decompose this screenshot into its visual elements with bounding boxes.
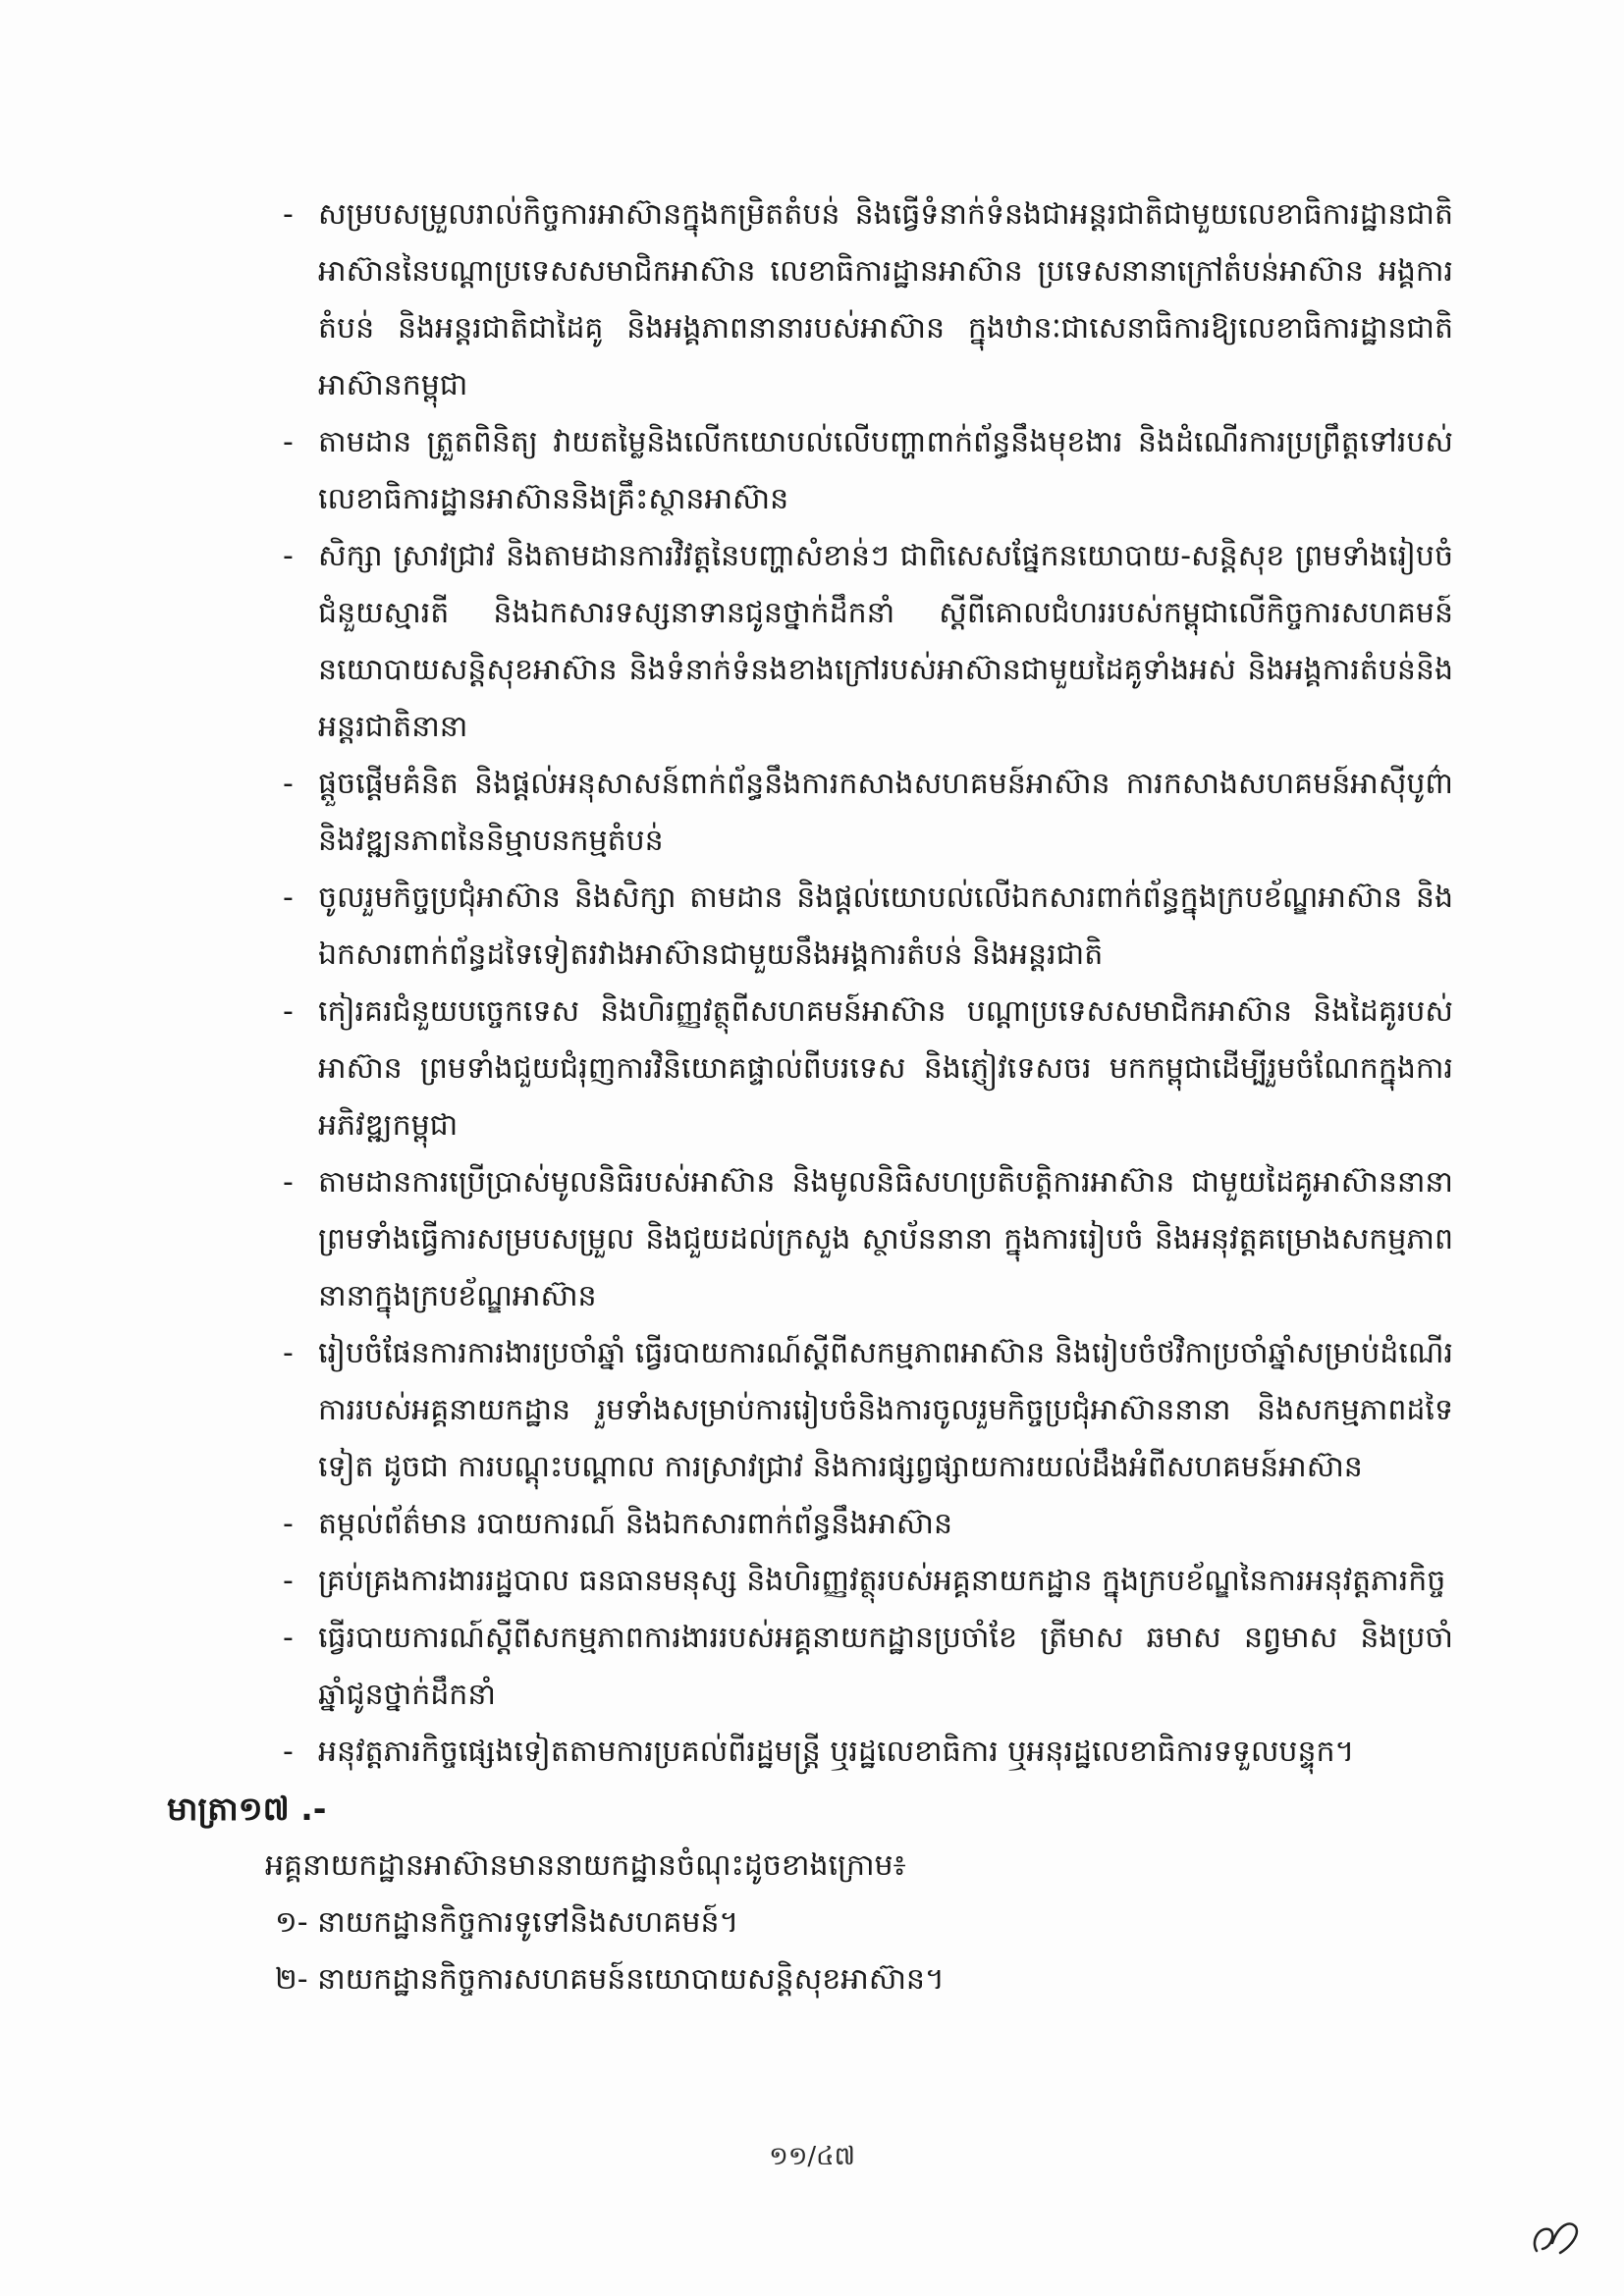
duty-item: - ចូលរួមកិច្ចប្រជុំអាស៊ាន និងសិក្សា តាមដាន និងផ្តល់យោបល់លើឯកសារពាក់ព័ន្ធក្នុងក្របខ័ណ្ឌអាស៊ាន និងឯកសារពាក់ព័ន្ធដទៃទៀតរវាងអាស៊ានជាមួយនឹងអង្គការតំបន់ និងអន្តរជាតិ — [275, 870, 1453, 984]
duty-list — [167, 187, 1453, 1781]
duty-item: - រៀបចំផែនការការងារប្រចាំឆ្នាំ ធ្វើរបាយការណ៍ស្តីពីសកម្មភាពអាស៊ាន និងរៀបចំថវិកាប្រចាំឆ្នាំសម្រាប់ដំណើរការរបស់អគ្គនាយកដ្ឋាន រួមទាំងសម្រាប់ការរៀបចំនិងការចូលរួមកិច្ចប្រជុំអាស៊ាននានា និងសកម្មភាពដទៃទៀត ដូចជា ការបណ្តុះបណ្តាល ការស្រាវជ្រាវ និងការផ្សព្វផ្សាយការយល់ដឹងអំពីសហគមន៍អាស៊ាន — [275, 1325, 1453, 1496]
department-item: ១- នាយកដ្ឋានកិច្ចការទូទៅនិងសហគមន៍។ — [275, 1905, 739, 1940]
duty-item: - គ្រប់គ្រងការងាររដ្ឋបាល ធនធានមនុស្ស និងហិរញ្ញវត្ថុរបស់អគ្គនាយកដ្ឋាន ក្នុងក្របខ័ណ្ឌនៃការអនុវត្តភារកិច្ច — [275, 1553, 1453, 1610]
article-heading: មាត្រា១៧ .- — [167, 1789, 327, 1828]
duty-item: - តាមដាន ត្រួតពិនិត្យ វាយតម្លៃនិងលើកយោបល់លើបញ្ហាពាក់ព័ន្ធនឹងមុខងារ និងដំណើរការប្រព្រឹត្តទៅរបស់លេខាធិការដ្ឋានអាស៊ាននិងគ្រឹះស្ថានអាស៊ាន — [275, 414, 1453, 528]
duty-item: - ផ្តួចផ្តើមគំនិត និងផ្តល់អនុសាសន៍ពាក់ព័ន្ធនឹងការកសាងសហគមន៍អាស៊ាន ការកសាងសហគមន៍អាស៊ីបូព៌ា និងវឌ្ឍនភាពនៃនិម្មាបនកម្មតំបន់ — [275, 756, 1453, 870]
department-item: ២- នាយកដ្ឋានកិច្ចការសហគមន៍នយោបាយសន្តិសុខអាស៊ាន។ — [275, 1962, 945, 1997]
duty-item: - តាមដានការប្រើប្រាស់មូលនិធិរបស់អាស៊ាន និងមូលនិធិសហប្រតិបត្តិការអាស៊ាន ជាមួយដៃគូអាស៊ាននានា ព្រមទាំងធ្វើការសម្របសម្រួល និងជួយដល់ក្រសួង ស្ថាប័ននានា ក្នុងការរៀបចំ និងអនុវត្តគម្រោងសកម្មភាពនានាក្នុងក្របខ័ណ្ឌអាស៊ាន — [275, 1154, 1453, 1325]
duty-item: - កៀរគរជំនួយបច្ចេកទេស និងហិរញ្ញវត្ថុពីសហគមន៍អាស៊ាន បណ្តាប្រទេសសមាជិកអាស៊ាន និងដៃគូរបស់អាស៊ាន ព្រមទាំងជួយជំរុញការវិនិយោគផ្ទាល់ពីបរទេស និងភ្ញៀវទេសចរ មកកម្ពុជាដើម្បីរួមចំណែកក្នុងការអភិវឌ្ឍកម្ពុជា — [275, 984, 1453, 1154]
duty-item: - សិក្សា ស្រាវជ្រាវ និងតាមដានការវិវត្តនៃបញ្ហាសំខាន់ៗ ជាពិសេសផ្នែកនយោបាយ-សន្តិសុខ ព្រមទាំងរៀបចំជំនួយស្មារតី និងឯកសារទស្សនាទានជូនថ្នាក់ដឹកនាំ ស្តីពីគោលជំហររបស់កម្ពុជាលើកិច្ចការសហគមន៍នយោបាយសន្តិសុខអាស៊ាន និងទំនាក់ទំនងខាងក្រៅរបស់អាស៊ានជាមួយដៃគូទាំងអស់ និងអង្គការតំបន់និងអន្តរជាតិនានា — [275, 528, 1453, 756]
duty-item: - អនុវត្តភារកិច្ចផ្សេងទៀតតាមការប្រគល់ពីរដ្ឋមន្ត្រី ឬរដ្ឋលេខាធិការ ឬអនុរដ្ឋលេខាធិការទទួលបន្ទុក។ — [275, 1724, 1453, 1781]
handwritten-initials-icon — [1527, 2214, 1586, 2263]
page-content — [167, 187, 1453, 2008]
duty-item: - តម្កល់ព័ត៌មាន របាយការណ៍ និងឯកសារពាក់ព័ន្ធនឹងអាស៊ាន — [275, 1496, 1453, 1553]
duty-item: - ធ្វើរបាយការណ៍ស្តីពីសកម្មភាពការងាររបស់អគ្គនាយកដ្ឋានប្រចាំខែ ត្រីមាស ឆមាស នព្វមាស និងប្រចាំឆ្នាំជូនថ្នាក់ដឹកនាំ — [275, 1610, 1453, 1724]
page-number: ១១/៤៧ — [769, 2142, 855, 2171]
article-intro: អគ្គនាយកដ្ឋានអាស៊ានមាននាយកដ្ឋានចំណុះដូចខាងក្រោម៖ — [265, 1848, 906, 1883]
duty-item: - សម្របសម្រួលរាល់កិច្ចការអាស៊ានក្នុងកម្រិតតំបន់ និងធ្វើទំនាក់ទំនងជាអន្តរជាតិជាមួយលេខាធិការដ្ឋានជាតិអាស៊ាននៃបណ្តាប្រទេសសមាជិកអាស៊ាន លេខាធិការដ្ឋានអាស៊ាន ប្រទេសនានាក្រៅតំបន់អាស៊ាន អង្គការតំបន់ និងអន្តរជាតិជាដៃគូ និងអង្គភាពនានារបស់អាស៊ាន ក្នុងឋានៈជាសេនាធិការឱ្យលេខាធិការដ្ឋានជាតិអាស៊ានកម្ពុជា — [275, 187, 1453, 414]
